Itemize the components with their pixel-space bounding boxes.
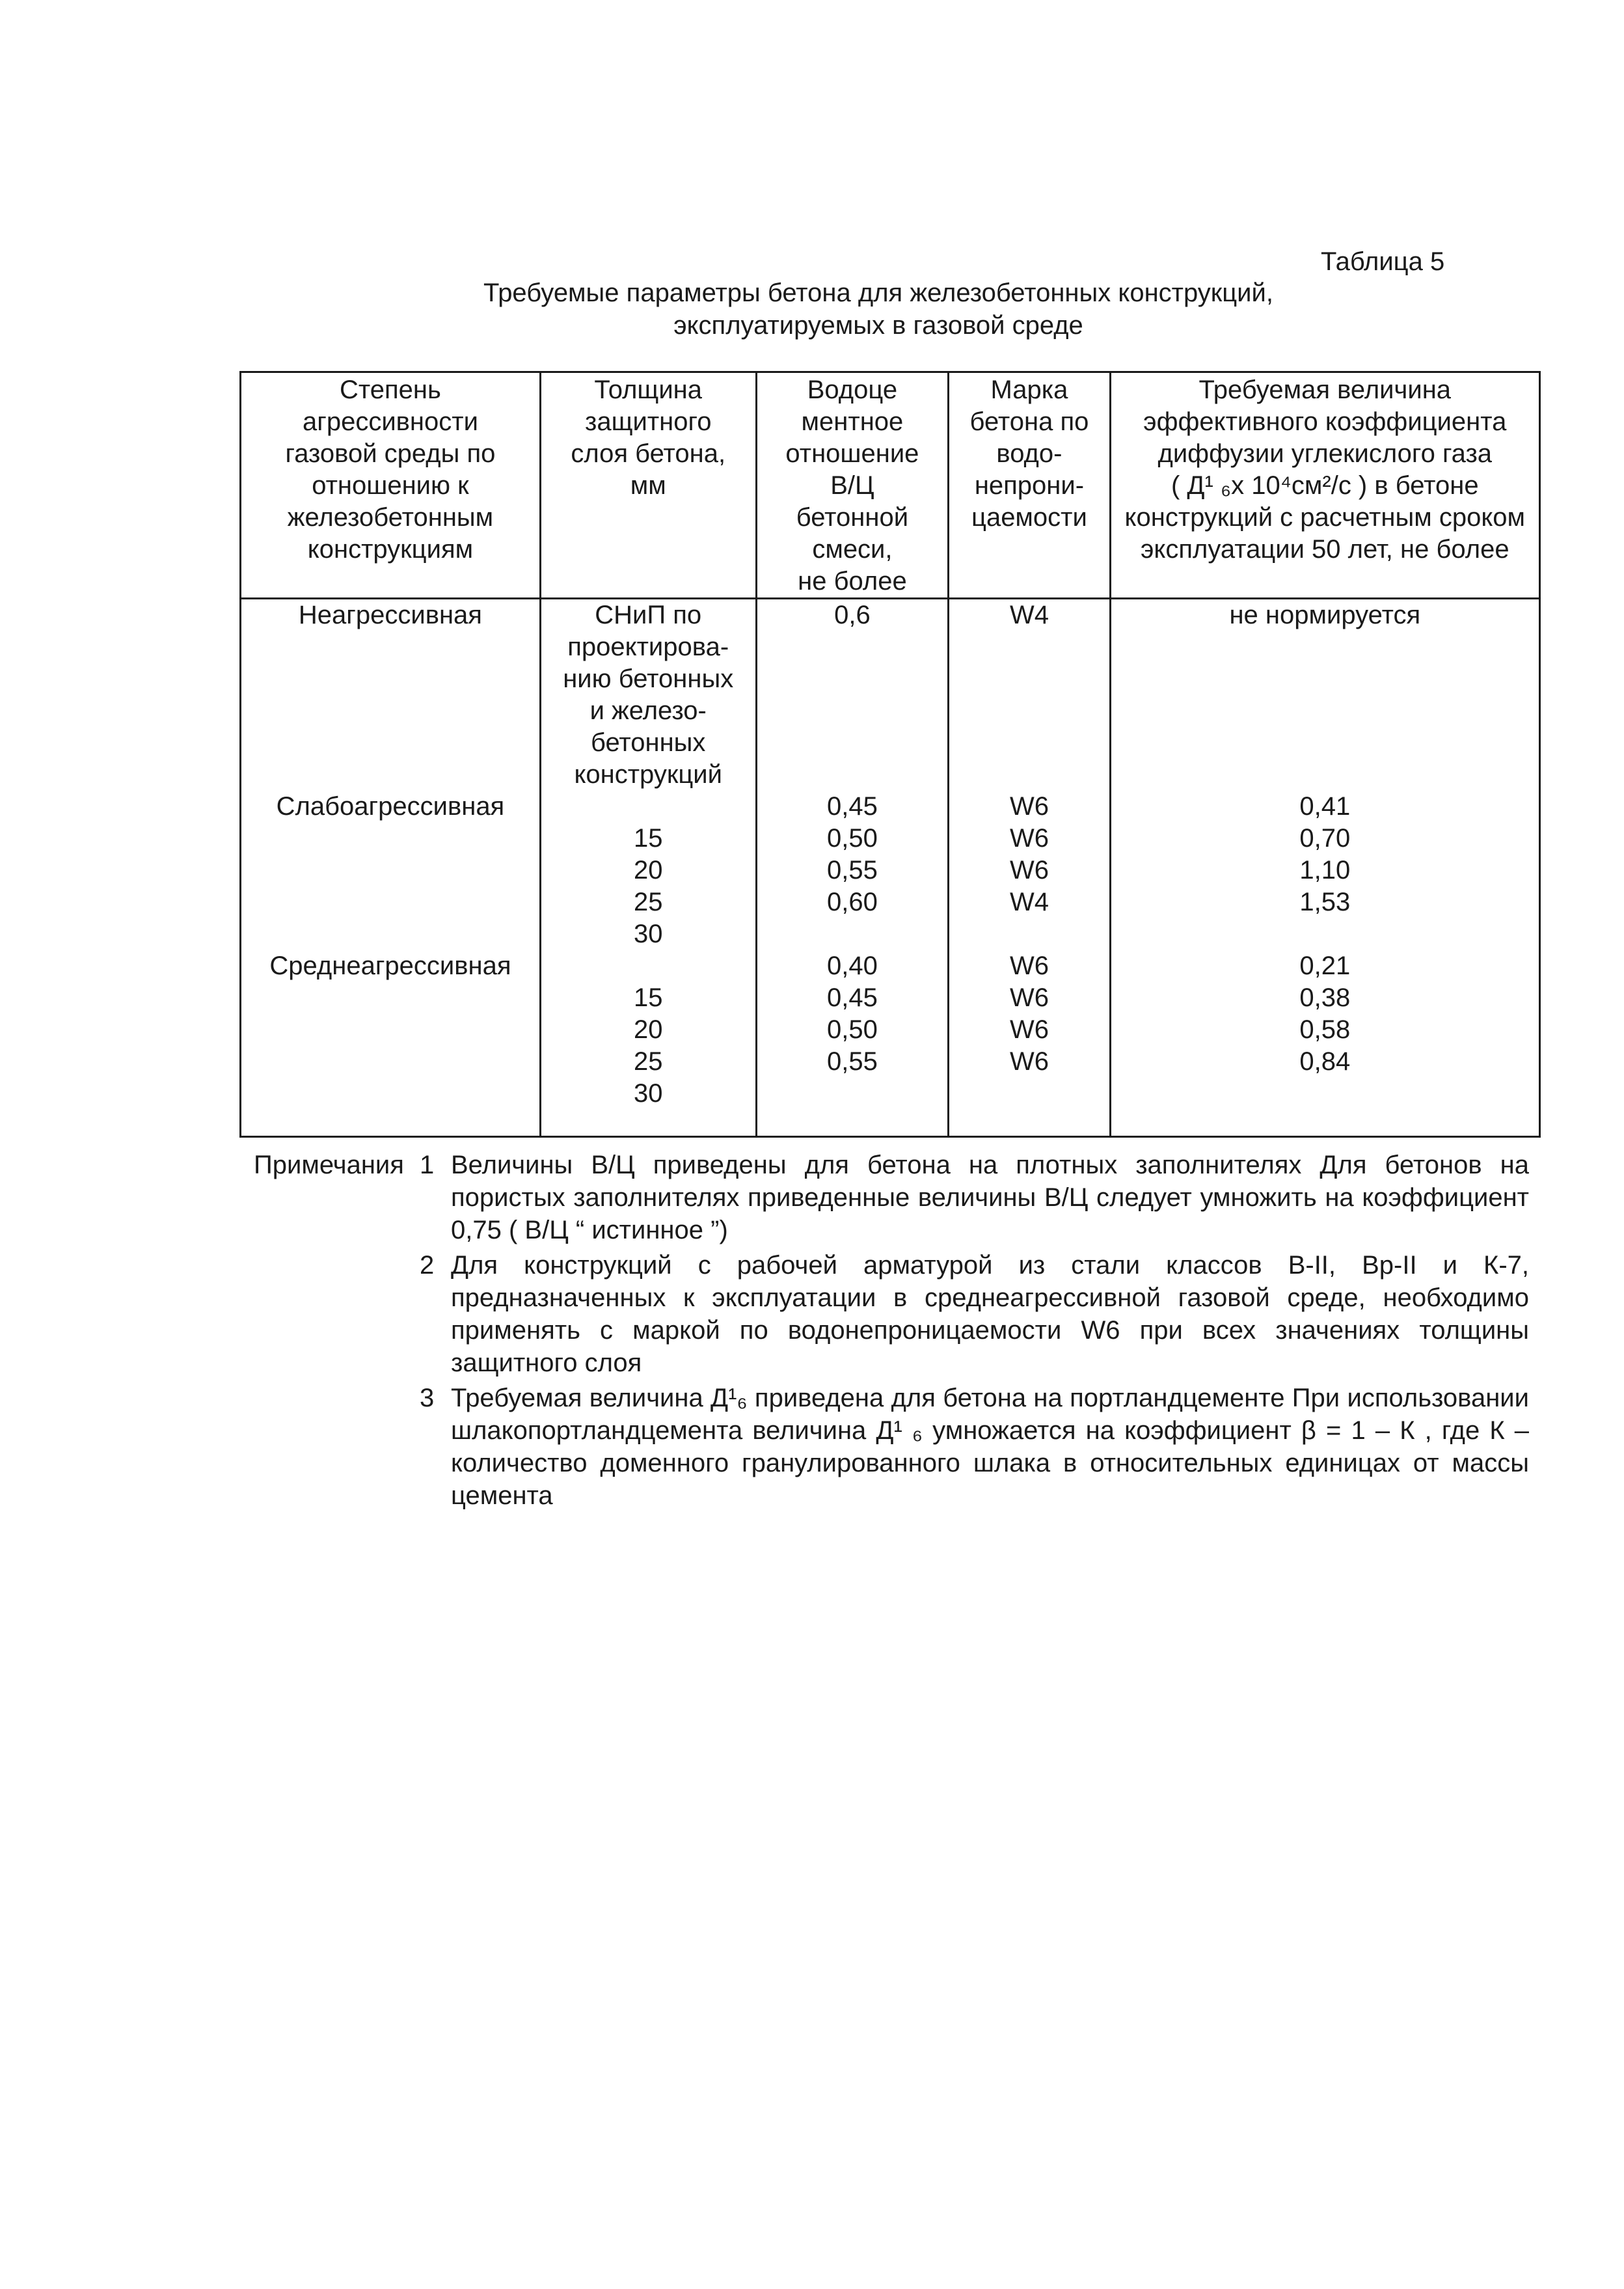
cell-degree [241, 599, 541, 791]
header-line: В/Ц [830, 471, 874, 500]
table-row-moderately-aggressive [241, 950, 1540, 1137]
cell-grade [949, 950, 1110, 1137]
cell-degree [241, 950, 541, 1137]
header-line: Толщина [594, 376, 703, 404]
cell-line: Неагрессивная [298, 601, 482, 629]
cell-line: нию бетонных [563, 665, 734, 693]
header-line: конструкций с расчетным сроком [1124, 503, 1526, 532]
cell-wc [756, 599, 949, 791]
note-item [254, 1149, 1529, 1246]
header-water-cement-ratio [756, 372, 949, 599]
header-line: не более [798, 567, 907, 596]
cell-line: Слабоагрессивная [276, 792, 505, 821]
cell-line: 25 [633, 1047, 663, 1076]
cell-line: 25 [633, 888, 663, 916]
note-text: Для конструкций с рабочей арматурой из стали классов В-II, Вр-II и К-7, предназначенных к эксплуатации в среднеагрессивной газовой среде, необходимо применять с маркой по водонепроницаемости W6 при всех значениях толщины защитного слоя [451, 1251, 1529, 1377]
cell-thickness [540, 950, 756, 1137]
cell-line: Среднеагрессивная [269, 952, 511, 980]
cell-line: 0,70 [1299, 824, 1351, 853]
cell-thickness [540, 791, 756, 950]
header-line: Водоце [807, 376, 898, 404]
cell-coef [1110, 791, 1539, 950]
table-row-slightly-aggressive [241, 791, 1540, 950]
cell-line: 0,40 [826, 952, 878, 980]
header-line: Марка [990, 376, 1068, 404]
header-line: мм [630, 471, 666, 500]
header-line: бетонной [796, 503, 909, 532]
cell-line: W6 [1009, 952, 1049, 980]
cell-line: W6 [1009, 792, 1049, 821]
cell-line: СНиП по [595, 601, 702, 629]
cell-line: 20 [633, 856, 663, 884]
cell-line [545, 791, 751, 823]
header-line: слоя бетона, [571, 439, 726, 468]
header-diffusion-coefficient [1110, 372, 1539, 599]
cell-grade [949, 599, 1110, 791]
header-line: железобетонным [287, 503, 494, 532]
header-line: отношению к [312, 471, 469, 500]
notes-section [254, 1149, 1529, 1515]
cell-degree [241, 791, 541, 950]
cell-wc [756, 950, 949, 1137]
header-line: Требуемая величина [1198, 376, 1452, 404]
header-line: газовой среды по [285, 439, 496, 468]
header-line: отношение [785, 439, 919, 468]
cell-line: 1,53 [1299, 888, 1351, 916]
notes-lead-label: Примечания [254, 1151, 404, 1179]
header-line: Степень [340, 376, 441, 404]
cell-line: W4 [1009, 888, 1049, 916]
cell-line: 0,41 [1299, 792, 1351, 821]
header-line: конструкциям [307, 535, 474, 564]
cell-line: 0,55 [826, 1047, 878, 1076]
cell-wc [756, 791, 949, 950]
cell-line: и железо- [589, 696, 707, 725]
cell-line [545, 950, 751, 982]
header-line: смеси, [812, 535, 893, 564]
cell-coef [1110, 950, 1539, 1137]
header-line: эксплуатации 50 лет, не более [1140, 535, 1509, 564]
cell-line: W6 [1009, 1047, 1049, 1076]
header-line: ментное [801, 407, 904, 436]
cell-line: 0,60 [826, 888, 878, 916]
note-item [254, 1249, 1529, 1379]
header-line: эффективного коэффициента [1143, 407, 1507, 436]
cell-line: W4 [1009, 601, 1049, 629]
note-text: Требуемая величина Д¹₆ приведена для бетона на портландцементе При использовании шлакопортландцемента величина Д¹ ₆ умножается на коэффициент β = 1 – К , где К – количество доменного гранулированного шлака в относительных единицах от массы цемента [451, 1384, 1529, 1510]
cell-line: 1,10 [1299, 856, 1351, 884]
cell-line: 20 [633, 1015, 663, 1044]
cell-line: не нормируется [1229, 601, 1421, 629]
cell-line: 0,21 [1299, 952, 1351, 980]
cell-line: 0,45 [826, 792, 878, 821]
header-line: защитного [584, 407, 712, 436]
cell-line: конструкций [574, 760, 722, 789]
header-aggressiveness-degree [241, 372, 541, 599]
cell-line: 15 [633, 824, 663, 853]
table-title-line-2: эксплуатируемых в газовой среде [673, 311, 1083, 340]
header-line: диффузии углекислого газа [1157, 439, 1493, 468]
cell-line: 0,50 [826, 1015, 878, 1044]
header-line: бетона по [969, 407, 1089, 436]
table-row-non-aggressive [241, 599, 1540, 791]
cell-coef [1110, 599, 1539, 791]
note-number: 1 [420, 1151, 435, 1179]
cell-thickness [540, 599, 756, 791]
header-cover-thickness [540, 372, 756, 599]
cell-line: W6 [1009, 856, 1049, 884]
concrete-parameters-table [239, 371, 1541, 1138]
cell-line: проектирова- [567, 633, 729, 661]
cell-line: W6 [1009, 983, 1049, 1012]
cell-line: 0,45 [826, 983, 878, 1012]
cell-line: W6 [1009, 1015, 1049, 1044]
header-water-resistance-grade [949, 372, 1110, 599]
header-line: ( Д¹ ₆х 10⁴см²/с ) в бетоне [1171, 471, 1479, 500]
cell-line: 0,50 [826, 824, 878, 853]
table-title [416, 277, 1340, 342]
header-line: водо- [996, 439, 1062, 468]
table-number-label: Таблица 5 [1321, 247, 1445, 276]
header-line: агрессивности [302, 407, 478, 436]
header-line: непрони- [974, 471, 1085, 500]
note-item [254, 1382, 1529, 1512]
cell-grade [949, 791, 1110, 950]
note-text: Величины В/Ц приведены для бетона на плотных заполнителях Для бетонов на пористых заполнителях приведенные величины В/Ц следует умножить на коэффициент 0,75 ( В/Ц “ истинное ”) [451, 1151, 1529, 1244]
cell-line: бетонных [590, 728, 706, 757]
cell-line: 0,55 [826, 856, 878, 884]
note-number: 2 [420, 1251, 435, 1280]
table-header-row [241, 372, 1540, 599]
cell-line: 30 [633, 1079, 663, 1108]
header-line: цаемости [971, 503, 1087, 532]
cell-line: 0,38 [1299, 983, 1351, 1012]
cell-line: 0,6 [834, 601, 871, 629]
cell-line: 0,58 [1299, 1015, 1351, 1044]
table-title-line-1: Требуемые параметры бетона для железобетонных конструкций, [483, 279, 1273, 307]
cell-line: W6 [1009, 824, 1049, 853]
cell-line: 30 [633, 920, 663, 948]
cell-line: 0,84 [1299, 1047, 1351, 1076]
note-number: 3 [420, 1384, 435, 1412]
cell-line: 15 [633, 983, 663, 1012]
